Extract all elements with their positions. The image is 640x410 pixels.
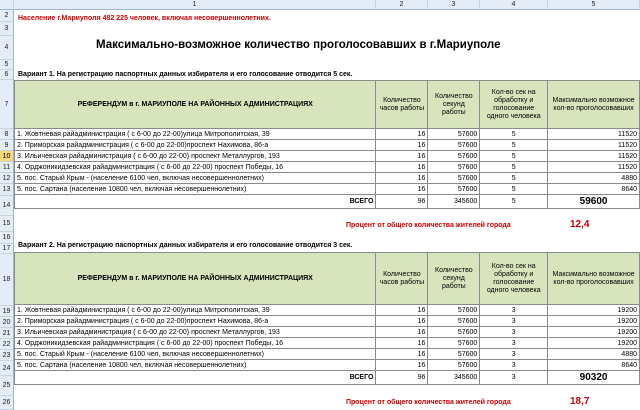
column-header-1[interactable]: 1 bbox=[14, 0, 376, 10]
cell-hours[interactable]: 16 bbox=[376, 184, 428, 195]
cell-per[interactable]: 5 bbox=[480, 140, 548, 151]
cell-max[interactable]: 19200 bbox=[548, 305, 640, 316]
cell-max[interactable]: 4880 bbox=[548, 349, 640, 360]
row-header-12[interactable]: 12 bbox=[0, 173, 13, 184]
cell-per[interactable]: 5 bbox=[480, 129, 548, 140]
table-row bbox=[15, 140, 640, 151]
cell-name[interactable]: 5. пос. Сартана (население 10800 чел, включая несовершеннолетних) bbox=[15, 184, 376, 195]
table-row bbox=[15, 184, 640, 195]
table-row bbox=[15, 151, 640, 162]
row-header-23[interactable]: 23 bbox=[0, 350, 13, 361]
cell-per[interactable]: 3 bbox=[480, 305, 548, 316]
v2-total-max[interactable]: 90320 bbox=[548, 371, 640, 385]
row-header-21[interactable]: 21 bbox=[0, 328, 13, 339]
row-header-16[interactable]: 16 bbox=[0, 232, 13, 244]
column-header-corner[interactable] bbox=[0, 0, 14, 10]
column-header-4[interactable]: 4 bbox=[480, 0, 548, 10]
column-header-2[interactable]: 2 bbox=[376, 0, 428, 10]
cell-per[interactable]: 3 bbox=[480, 327, 548, 338]
cell-name[interactable]: 5. пос. Старый Крым - (население 6100 чел, включая несовершеннолетних) bbox=[15, 349, 376, 360]
cell-seconds[interactable]: 57600 bbox=[428, 151, 480, 162]
cell-seconds[interactable]: 57600 bbox=[428, 173, 480, 184]
cell-max[interactable]: 19200 bbox=[548, 316, 640, 327]
cell-per[interactable]: 5 bbox=[480, 162, 548, 173]
cell-per[interactable]: 5 bbox=[480, 173, 548, 184]
v2-total-hours[interactable]: 96 bbox=[376, 371, 428, 385]
cell-per[interactable]: 3 bbox=[480, 349, 548, 360]
row-header-7[interactable]: 7 bbox=[0, 80, 13, 129]
cell-max[interactable]: 19200 bbox=[548, 327, 640, 338]
table-row bbox=[15, 360, 640, 371]
v1-header-name[interactable]: РЕФЕРЕНДУМ в г. МАРИУПОЛЕ НА РАЙОННЫХ АДМИНИСТРАЦИЯХ bbox=[15, 81, 376, 129]
cell-name[interactable]: 2. Приморская райадминистрация ( с 6-00 до 22-00)проспект Нахимова, 86-а bbox=[15, 140, 376, 151]
table-row bbox=[15, 316, 640, 327]
cell-max[interactable]: 11520 bbox=[548, 129, 640, 140]
v1-header-seconds[interactable]: Количество секунд работы bbox=[428, 81, 480, 129]
row-header-17[interactable]: 17 bbox=[0, 244, 13, 254]
v1-percent-value[interactable]: 12,4 bbox=[570, 219, 590, 230]
cell-max[interactable]: 11520 bbox=[548, 162, 640, 173]
cell-name[interactable]: 4. Орджоникидзевская райадминистрация ( с 6-00 до 22-00) проспект Победы, 16 bbox=[15, 162, 376, 173]
cell-name[interactable]: 3. Ильичевская райадминистрация ( с 6-00 до 22-00) проспект Металлургов, 193 bbox=[15, 151, 376, 162]
v1-header-hours[interactable]: Количество часов работы bbox=[376, 81, 428, 129]
cell-name[interactable]: 2. Приморская райадминистрация ( с 6-00 до 22-00)проспект Нахимова, 86-а bbox=[15, 316, 376, 327]
cell-max[interactable]: 8640 bbox=[548, 184, 640, 195]
v2-percent-value[interactable]: 18,7 bbox=[570, 396, 590, 407]
cell-seconds[interactable]: 57600 bbox=[428, 349, 480, 360]
cell-hours[interactable]: 16 bbox=[376, 316, 428, 327]
cell-name[interactable]: 1. Жовтневая райадминистрация ( с 6-00 до 22-00)улица Митрополитская, 39 bbox=[15, 129, 376, 140]
cell-seconds[interactable]: 57600 bbox=[428, 360, 480, 371]
table-row bbox=[15, 338, 640, 349]
cell-seconds[interactable]: 57600 bbox=[428, 338, 480, 349]
column-header-5[interactable]: 5 bbox=[548, 0, 640, 10]
variant2-table bbox=[14, 252, 640, 385]
cell-hours[interactable]: 16 bbox=[376, 327, 428, 338]
row-header-25[interactable]: 25 bbox=[0, 376, 13, 396]
cell-per[interactable]: 5 bbox=[480, 151, 548, 162]
table-row bbox=[15, 349, 640, 360]
row-header-3[interactable]: 3 bbox=[0, 22, 13, 36]
population-note[interactable]: Население г.Мариуполя 482 225 человек, включая несовершеннолетних. bbox=[18, 15, 271, 22]
v2-header-hours[interactable]: Количество часов работы bbox=[376, 253, 428, 305]
cell-per[interactable]: 5 bbox=[480, 184, 548, 195]
table-row bbox=[15, 305, 640, 316]
row-header-20[interactable]: 20 bbox=[0, 317, 13, 328]
row-header-14[interactable]: 14 bbox=[0, 196, 13, 216]
cell-seconds[interactable]: 57600 bbox=[428, 327, 480, 338]
cell-seconds[interactable]: 57600 bbox=[428, 305, 480, 316]
v1-percent-label[interactable]: Процент от общего количества жителей города bbox=[346, 222, 511, 229]
cell-seconds[interactable]: 57600 bbox=[428, 129, 480, 140]
v1-total-hours[interactable]: 96 bbox=[376, 195, 428, 209]
cell-seconds[interactable]: 57600 bbox=[428, 316, 480, 327]
cell-max[interactable]: 11520 bbox=[548, 151, 640, 162]
variant1-caption[interactable]: Вариант 1. На регистрацию паспортных данных избирателя и его голосование отводится 5 сек. bbox=[18, 71, 353, 78]
row-header-bar bbox=[0, 10, 14, 410]
v2-total-label[interactable]: ВСЕГО bbox=[15, 371, 376, 385]
row-header-18[interactable]: 18 bbox=[0, 254, 13, 306]
v2-header-seconds[interactable]: Количество секунд работы bbox=[428, 253, 480, 305]
cell-hours[interactable]: 16 bbox=[376, 173, 428, 184]
cell-per[interactable]: 3 bbox=[480, 316, 548, 327]
cell-hours[interactable]: 16 bbox=[376, 360, 428, 371]
table-row bbox=[15, 129, 640, 140]
cell-seconds[interactable]: 57600 bbox=[428, 140, 480, 151]
cell-hours[interactable]: 16 bbox=[376, 162, 428, 173]
cell-name[interactable]: 3. Ильичевская райадминистрация ( с 6-00 до 22-00) проспект Металлургов, 193 bbox=[15, 327, 376, 338]
v1-total-max[interactable]: 59600 bbox=[548, 195, 640, 209]
row-header-19[interactable]: 19 bbox=[0, 306, 13, 317]
cell-max[interactable]: 8640 bbox=[548, 360, 640, 371]
row-header-26[interactable]: 26 bbox=[0, 396, 13, 410]
row-header-9[interactable]: 9 bbox=[0, 140, 13, 151]
row-header-24[interactable]: 24 bbox=[0, 361, 13, 376]
v1-header-per-person[interactable]: Кол-во сек на обработку и голосование одного человека bbox=[480, 81, 548, 129]
row-header-4[interactable]: 4 bbox=[0, 36, 13, 60]
cell-name[interactable]: 5. пос. Старый Крым - (население 6100 чел, включая несовершеннолетних) bbox=[15, 173, 376, 184]
row-header-15[interactable]: 15 bbox=[0, 216, 13, 232]
v2-header-max[interactable]: Максимально возможное кол-во проголосовавших bbox=[548, 253, 640, 305]
column-header-3[interactable]: 3 bbox=[428, 0, 480, 10]
cell-per[interactable]: 3 bbox=[480, 338, 548, 349]
page-title[interactable]: Максимально-возможное количество проголосовавших в г.Мариуполе bbox=[96, 39, 501, 51]
cell-max[interactable]: 19200 bbox=[548, 338, 640, 349]
row-header-11[interactable]: 11 bbox=[0, 162, 13, 173]
v2-total-seconds[interactable]: 345600 bbox=[428, 371, 480, 385]
table-row bbox=[15, 327, 640, 338]
variant1-table bbox=[14, 80, 640, 209]
cell-hours[interactable]: 16 bbox=[376, 151, 428, 162]
cell-max[interactable]: 11520 bbox=[548, 140, 640, 151]
row-header-13[interactable]: 13 bbox=[0, 184, 13, 196]
row-header-2[interactable]: 2 bbox=[0, 10, 13, 22]
v1-total-seconds[interactable]: 345600 bbox=[428, 195, 480, 209]
cell-seconds[interactable]: 57600 bbox=[428, 162, 480, 173]
variant2-caption[interactable]: Вариант 2. На регистрацию паспортных данных избирателя и его голосование отводится 3 сек. bbox=[18, 242, 353, 249]
cell-hours[interactable]: 16 bbox=[376, 140, 428, 151]
table-row bbox=[15, 162, 640, 173]
cell-hours[interactable]: 16 bbox=[376, 338, 428, 349]
v2-header-name[interactable]: РЕФЕРЕНДУМ в г. МАРИУПОЛЕ НА РАЙОННЫХ АДМИНИСТРАЦИЯХ bbox=[15, 253, 376, 305]
row-header-8[interactable]: 8 bbox=[0, 129, 13, 140]
row-header-22[interactable]: 22 bbox=[0, 339, 13, 350]
row-header-6[interactable]: 6 bbox=[0, 70, 13, 80]
v1-total-label[interactable]: ВСЕГО bbox=[15, 195, 376, 209]
table-row bbox=[15, 173, 640, 184]
cell-name[interactable]: 5. пос. Сартана (население 10800 чел, включая несовершеннолетних) bbox=[15, 360, 376, 371]
cell-max[interactable]: 4880 bbox=[548, 173, 640, 184]
cell-seconds[interactable]: 57600 bbox=[428, 184, 480, 195]
cell-hours[interactable]: 16 bbox=[376, 305, 428, 316]
v1-header-max[interactable]: Максимально возможное кол-во проголосовавших bbox=[548, 81, 640, 129]
v2-header-per-person[interactable]: Кол-во сек на обработку и голосование одного человека bbox=[480, 253, 548, 305]
v2-total-per[interactable]: 3 bbox=[480, 371, 548, 385]
cell-hours[interactable]: 16 bbox=[376, 129, 428, 140]
row-header-10[interactable]: 10 bbox=[0, 151, 13, 162]
v2-percent-label[interactable]: Процент от общего количества жителей города bbox=[346, 399, 511, 406]
cell-per[interactable]: 3 bbox=[480, 360, 548, 371]
row-header-5[interactable]: 5 bbox=[0, 60, 13, 70]
cell-hours[interactable]: 16 bbox=[376, 349, 428, 360]
v1-total-per[interactable]: 5 bbox=[480, 195, 548, 209]
cell-name[interactable]: 4. Орджоникидзевская райадминистрация ( с 6-00 до 22-00) проспект Победы, 16 bbox=[15, 338, 376, 349]
cell-name[interactable]: 1. Жовтневая райадминистрация ( с 6-00 до 22-00)улица Митрополитская, 39 bbox=[15, 305, 376, 316]
